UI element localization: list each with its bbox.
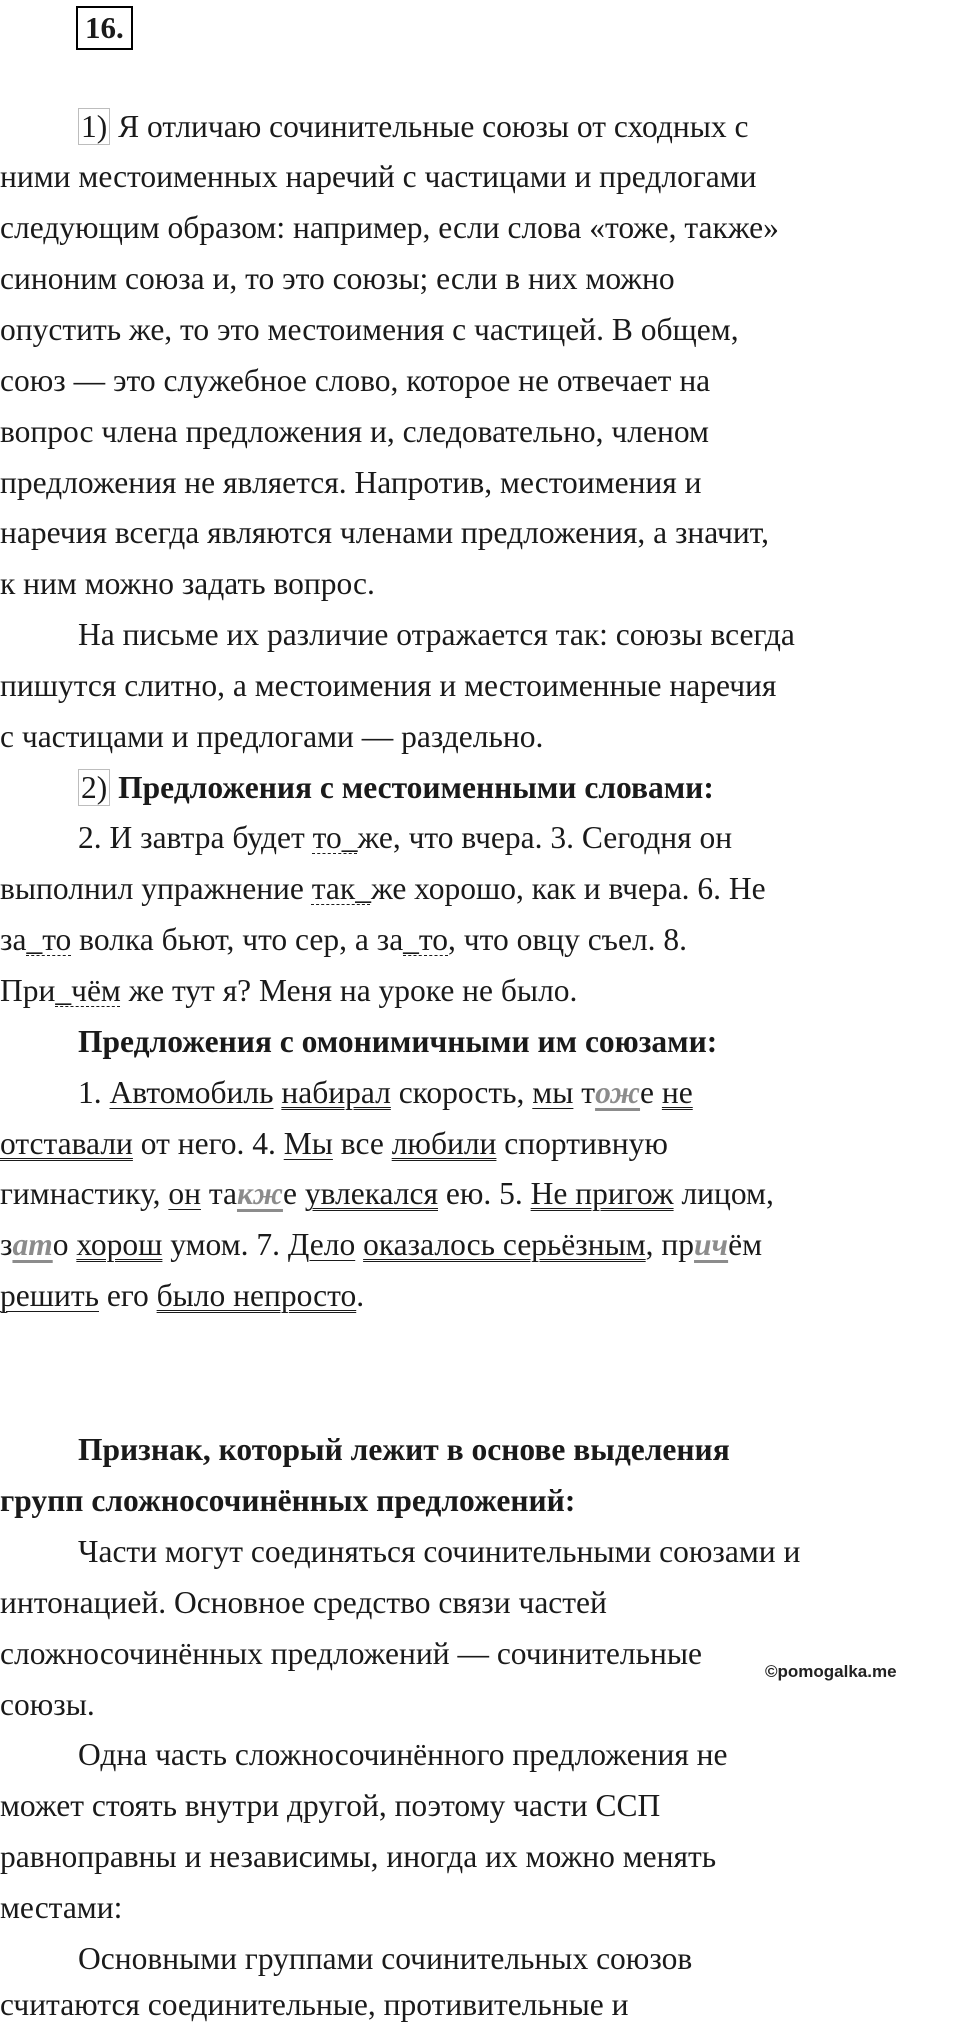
task-number: 16. (76, 6, 133, 50)
pronoun-sentences-line-3: за_то волка бьют, что сер, а за_то, что овцу съел. 8. (0, 922, 688, 957)
paragraph-1-line-3: следующим образом: например, если слова «тоже, также» (0, 210, 779, 245)
section2-line-5: Одна часть сложносочинённого предложения не (78, 1737, 728, 1772)
underlined-word: так_ (311, 871, 371, 906)
section2-line-3: сложносочинённых предложений — сочинительные (0, 1636, 702, 1671)
subject-word: Дело (287, 1227, 356, 1262)
paragraph-1-line-6: союз — это служебное слово, которое не отвечает на (0, 363, 711, 398)
watermark: ©pomogalka.me (765, 1662, 897, 1681)
subject-word: Автомобиль (109, 1075, 274, 1110)
underlined-word: _то (403, 922, 449, 957)
paragraph-1-line-5: опустить же, то это местоимения с частицей. В общем, (0, 312, 739, 347)
paragraph-1-line-8: предложения не является. Напротив, местоимения и (0, 465, 702, 500)
underlined-word: _то (26, 922, 72, 957)
predicate-word: хорош (76, 1227, 163, 1262)
conjunction-highlight: ич (694, 1227, 729, 1262)
item-marker-2: 2) (78, 769, 110, 806)
section2-line-7: равноправны и независимы, иногда их можно менять (0, 1839, 717, 1874)
predicate-word: отставали (0, 1126, 133, 1161)
paragraph-1-line-10: к ним можно задать вопрос. (0, 566, 375, 601)
predicate-word: любили (391, 1126, 497, 1161)
section2-line-4: союзы. (0, 1687, 95, 1722)
conj-sentences-line-5: решить его было непросто. (0, 1278, 365, 1313)
conj-sentences-line-2: отставали от него. 4. Мы все любили спортивную (0, 1126, 668, 1161)
section2-heading-line-1: Признак, который лежит в основе выделения (78, 1432, 730, 1467)
predicate-word: оказалось серьёзным (363, 1227, 646, 1262)
subject-word: решить (0, 1278, 99, 1313)
conj-sentences-line-4: зато хорош умом. 7. Дело оказалось серьёзным, причём (0, 1227, 763, 1262)
predicate-word: Не пригож (530, 1176, 674, 1211)
underlined-word: _чём (55, 973, 121, 1008)
paragraph-1-line-4: синоним союза и, то это союзы; если в них можно (0, 261, 675, 296)
pronoun-sentences-line-4: При_чём же тут я? Меня на уроке не было. (0, 973, 578, 1008)
conj-sentences-line-3: гимнастику, он также увлекался ею. 5. Не пригож лицом, (0, 1176, 774, 1211)
paragraph-1-line-2: ними местоименных наречий с частицами и предлогами (0, 159, 757, 194)
predicate-word: было непросто (156, 1278, 357, 1313)
section2-line-1: Части могут соединяться сочинительными союзами и (78, 1534, 801, 1569)
conjunction-highlight: ат (12, 1227, 53, 1262)
predicate-word: не (661, 1075, 693, 1110)
subject-word: мы (532, 1075, 574, 1110)
pronoun-sentences-line-1: 2. И завтра будет то_же, что вчера. 3. Сегодня он (78, 820, 733, 855)
pronoun-sentences-line-2: выполнил упражнение так_же хорошо, как и вчера. 6. Не (0, 871, 766, 906)
conjunction-highlight: кж (236, 1176, 283, 1211)
item-marker-1: 1) (78, 108, 110, 145)
section2-line-10: считаются соединительные, противительные и (0, 1987, 629, 2022)
paragraph-1-line-7: вопрос члена предложения и, следовательно, членом (0, 414, 709, 449)
predicate-word: увлекался (304, 1176, 438, 1211)
paragraph-2-line-3: с частицами и предлогами — раздельно. (0, 719, 544, 754)
part2-heading-pronoun: 2) Предложения с местоименными словами: (78, 768, 714, 808)
paragraph-1-line-1: 1) Я отличаю сочинительные союзы от сходных с (78, 107, 749, 147)
part2-heading-conj: Предложения с омонимичными им союзами: (78, 1024, 718, 1059)
section2-heading-line-2: групп сложносочинённых предложений: (0, 1483, 576, 1518)
section2-line-6: может стоять внутри другой, поэтому части ССП (0, 1788, 661, 1823)
paragraph-1-line-9: наречия всегда являются членами предложения, а значит, (0, 515, 769, 550)
conjunction-highlight: ож (595, 1075, 641, 1110)
section2-line-9: Основными группами сочинительных союзов (78, 1941, 693, 1976)
conj-sentences-line-1: 1. Автомобиль набирал скорость, мы тоже не (78, 1075, 693, 1110)
predicate-word: набирал (281, 1075, 391, 1110)
paragraph-2-line-2: пишутся слитно, а местоимения и местоименные наречия (0, 668, 777, 703)
subject-word: он (168, 1176, 201, 1211)
section2-line-8: местами: (0, 1890, 123, 1925)
underlined-word: то_ (312, 820, 358, 855)
paragraph-2-line-1: На письме их различие отражается так: союзы всегда (78, 617, 795, 652)
section2-line-2: интонацией. Основное средство связи частей (0, 1585, 607, 1620)
subject-word: Мы (283, 1126, 333, 1161)
